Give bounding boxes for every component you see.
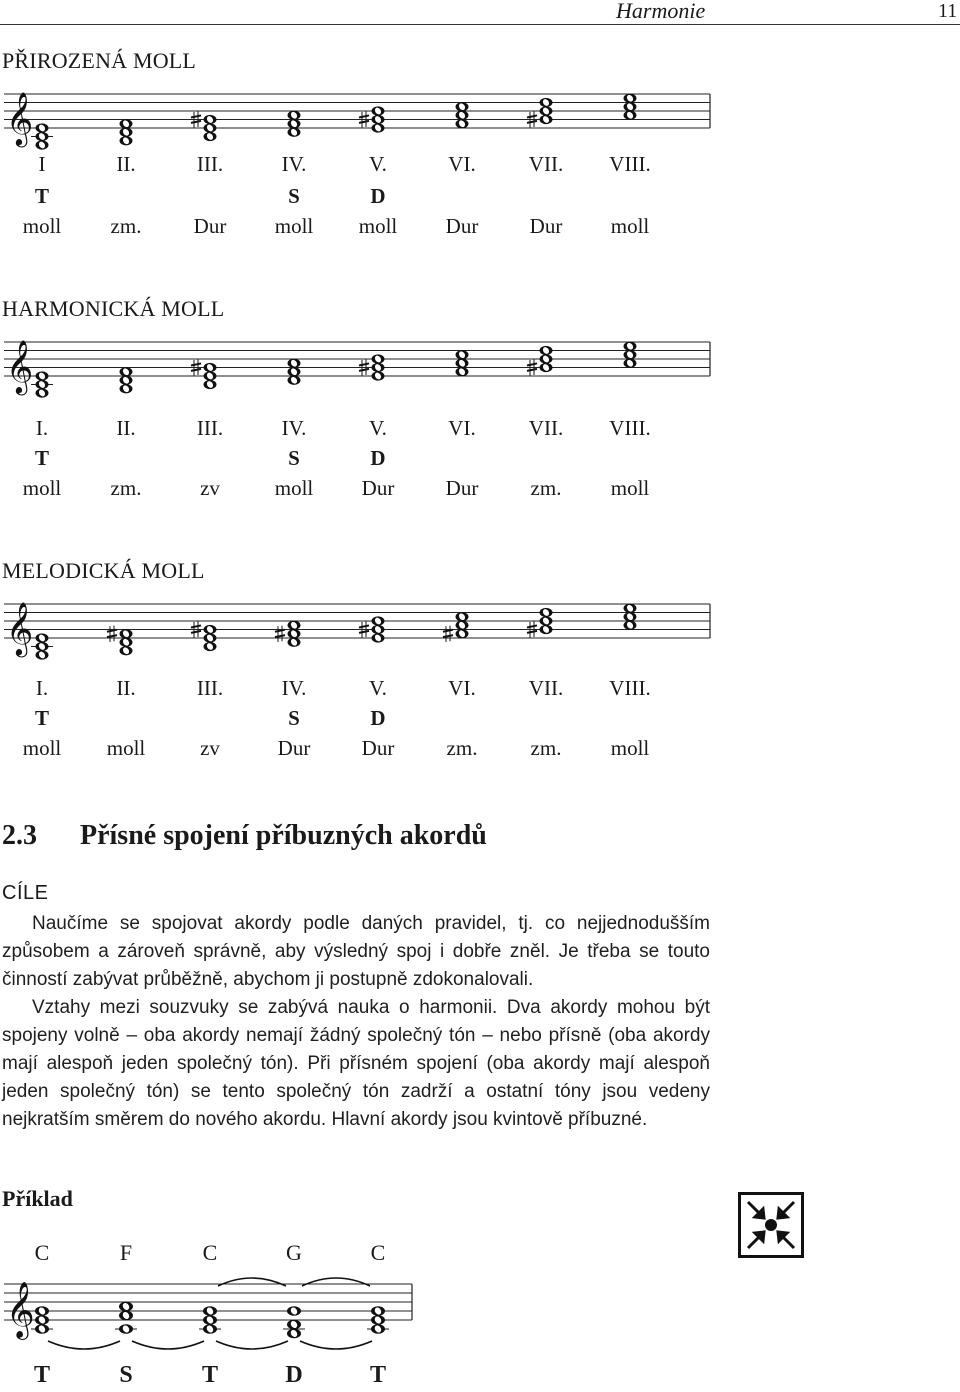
example-function: T <box>369 1362 387 1388</box>
whole-note <box>624 94 637 103</box>
qualitie-label: Dur <box>445 214 479 238</box>
qualitie-label: zm. <box>530 736 562 760</box>
degree-label: VIII. <box>609 152 651 176</box>
function-label: D <box>370 184 386 208</box>
whole-note <box>204 115 217 124</box>
whole-note <box>372 354 385 363</box>
whole-note <box>624 621 637 630</box>
whole-note <box>624 102 637 111</box>
qualitie-label: moll <box>22 736 62 760</box>
example-chord-name: C <box>34 1240 50 1265</box>
degree-label: IV. <box>281 676 307 700</box>
whole-note <box>204 363 217 372</box>
whole-note <box>203 1306 217 1316</box>
qualitie-label: zm. <box>446 736 478 760</box>
sharp-sign <box>107 626 117 642</box>
whole-note <box>288 111 301 120</box>
whole-note <box>120 367 133 376</box>
example-chord-name: C <box>370 1240 386 1265</box>
whole-note <box>288 359 301 368</box>
whole-note <box>36 132 49 141</box>
qualitie-label: moll <box>22 476 62 500</box>
degree-label: IV. <box>281 152 307 176</box>
example-function: T <box>201 1362 219 1388</box>
treble-clef-icon: 𝄞 <box>6 601 34 655</box>
qualitie-label: Dur <box>529 214 563 238</box>
whole-note <box>288 119 301 128</box>
whole-note <box>204 642 217 651</box>
degree-label: VI. <box>448 416 476 440</box>
whole-note <box>120 646 133 655</box>
degree-label: I. <box>35 676 49 700</box>
whole-note <box>204 633 217 642</box>
whole-note <box>36 642 49 651</box>
qualitie-label: moll <box>610 736 650 760</box>
whole-note <box>372 106 385 115</box>
degree-row-harmonic-minor <box>0 416 712 442</box>
function-label: T <box>34 446 50 470</box>
whole-note <box>288 376 301 385</box>
whole-note <box>540 363 553 372</box>
example-staff <box>0 1262 420 1362</box>
qualitie-label: zm. <box>110 476 142 500</box>
whole-note <box>288 629 301 638</box>
whole-note <box>288 128 301 137</box>
whole-note <box>36 650 49 659</box>
sharp-sign <box>275 626 285 642</box>
section-number: 2.3 <box>2 820 37 851</box>
degree-label: III. <box>196 152 224 176</box>
whole-note <box>36 380 49 389</box>
example-label: Příklad <box>2 1186 73 1211</box>
qualitie-label: moll <box>610 214 650 238</box>
whole-note <box>456 350 469 359</box>
qualitie-label: zv <box>200 476 220 500</box>
tie-arc <box>218 1278 286 1286</box>
degree-row-natural-minor <box>0 152 712 178</box>
whole-note <box>36 633 49 642</box>
whole-note <box>36 140 49 149</box>
function-row-melodic-minor <box>0 706 712 732</box>
scale-title-melodic-minor: MELODICKÁ MOLL <box>2 558 205 583</box>
example-functions <box>0 1362 420 1392</box>
whole-note <box>35 1306 49 1316</box>
whole-note <box>372 616 385 625</box>
whole-note <box>456 367 469 376</box>
quality-row-harmonic-minor <box>0 476 712 502</box>
whole-note <box>456 621 469 630</box>
degree-label: VII. <box>528 152 564 176</box>
whole-note <box>204 123 217 132</box>
degree-label: I <box>38 152 46 176</box>
whole-note <box>624 342 637 351</box>
qualitie-label: moll <box>22 214 62 238</box>
qualitie-label: zm. <box>110 214 142 238</box>
degree-label: VII. <box>528 416 564 440</box>
degree-label: V. <box>369 416 387 440</box>
sharp-sign <box>443 626 453 642</box>
qualitie-label: zm. <box>530 476 562 500</box>
whole-note <box>540 354 553 363</box>
example-function: T <box>33 1362 51 1388</box>
function-label: T <box>34 184 50 208</box>
example-chord-name: F <box>119 1240 133 1265</box>
whole-note <box>456 629 469 638</box>
whole-note <box>371 1324 385 1334</box>
degree-label: V. <box>369 152 387 176</box>
quality-row-melodic-minor <box>0 736 712 762</box>
whole-note <box>204 380 217 389</box>
goals-text <box>2 910 710 1134</box>
whole-note <box>372 123 385 132</box>
whole-note <box>456 102 469 111</box>
whole-note <box>372 371 385 380</box>
qualitie-label: moll <box>358 214 398 238</box>
section-title: Přísné spojení příbuzných akordů <box>80 820 487 851</box>
whole-note <box>287 1320 301 1330</box>
degree-label: VIII. <box>609 676 651 700</box>
goals-label: CÍLE <box>2 882 49 904</box>
whole-note <box>204 625 217 634</box>
whole-note <box>371 1315 385 1325</box>
tie-arc <box>300 1341 372 1349</box>
whole-note <box>456 612 469 621</box>
whole-note <box>120 638 133 647</box>
qualitie-label: Dur <box>193 214 227 238</box>
whole-note <box>540 106 553 115</box>
whole-note <box>288 638 301 647</box>
whole-note <box>372 625 385 634</box>
treble-clef-icon: 𝄞 <box>6 1282 35 1338</box>
whole-note <box>540 608 553 617</box>
example-chord-name: C <box>202 1240 218 1265</box>
example-function: D <box>285 1362 303 1388</box>
whole-note <box>372 115 385 124</box>
whole-note <box>372 363 385 372</box>
whole-note <box>624 111 637 120</box>
target-arrows-icon <box>738 1192 804 1258</box>
degree-label: VI. <box>448 152 476 176</box>
qualitie-label: Dur <box>361 476 395 500</box>
degree-row-melodic-minor <box>0 676 712 702</box>
whole-note <box>203 1324 217 1334</box>
running-header <box>0 0 960 25</box>
whole-note <box>540 98 553 107</box>
function-row-natural-minor <box>0 184 712 210</box>
whole-note <box>120 629 133 638</box>
qualitie-label: moll <box>274 214 314 238</box>
whole-note <box>540 616 553 625</box>
page-number: 11 <box>938 0 958 22</box>
whole-note <box>456 111 469 120</box>
whole-note <box>120 376 133 385</box>
whole-note <box>624 359 637 368</box>
whole-note <box>624 612 637 621</box>
degree-label: IV. <box>281 416 307 440</box>
whole-note <box>456 119 469 128</box>
staff-harmonic-minor <box>0 318 712 398</box>
whole-note <box>288 367 301 376</box>
treble-clef-icon: 𝄞 <box>6 339 34 393</box>
whole-note <box>119 1324 133 1334</box>
degree-label: III. <box>196 676 224 700</box>
degree-label: VI. <box>448 676 476 700</box>
whole-note <box>120 128 133 137</box>
whole-note <box>203 1315 217 1325</box>
running-header-title: Harmonie <box>616 0 706 23</box>
example-function: S <box>119 1362 133 1388</box>
staff-melodic-minor <box>0 580 712 660</box>
tie-arc <box>48 1341 120 1349</box>
whole-note <box>119 1302 133 1312</box>
degree-label: I. <box>35 416 49 440</box>
whole-note <box>287 1306 301 1316</box>
whole-note <box>119 1311 133 1321</box>
whole-note <box>35 1324 49 1334</box>
qualitie-label: Dur <box>361 736 395 760</box>
degree-label: II. <box>116 676 136 700</box>
degree-label: III. <box>196 416 224 440</box>
treble-clef-icon: 𝄞 <box>6 91 34 145</box>
function-label: S <box>288 706 300 730</box>
example-chord-name: G <box>286 1240 302 1265</box>
function-label: T <box>34 706 50 730</box>
whole-note <box>120 384 133 393</box>
degree-label: VII. <box>528 676 564 700</box>
whole-note <box>371 1306 385 1316</box>
qualitie-label: moll <box>610 476 650 500</box>
qualitie-label: moll <box>106 736 146 760</box>
qualitie-label: Dur <box>277 736 311 760</box>
function-label: D <box>370 706 386 730</box>
whole-note <box>120 136 133 145</box>
section-heading <box>2 820 487 852</box>
whole-note <box>372 633 385 642</box>
whole-note <box>36 388 49 397</box>
qualitie-label: zv <box>200 736 220 760</box>
function-label: S <box>288 446 300 470</box>
whole-note <box>540 346 553 355</box>
tie-arc <box>216 1341 288 1349</box>
degree-label: II. <box>116 416 136 440</box>
degree-label: V. <box>369 676 387 700</box>
whole-note <box>35 1315 49 1325</box>
whole-note <box>36 123 49 132</box>
quality-row-natural-minor <box>0 214 712 240</box>
paragraph-2: Vztahy mezi souzvuky se zabývá nauka o harmonii. Dva akordy mohou být spojeny volně – oba akordy nemají žádný společný tón – nebo přísně (oba akordy mají alespoň jeden společný tón). Při přísném spojení (oba akordy mají alespoň jeden společný tón) se tento společný tón zadrží a ostatní tóny jsou vedeny nejkratším směrem do nového akordu. Hlavní akordy jsou kvintově příbuzné. <box>2 997 710 1130</box>
whole-note <box>288 621 301 630</box>
qualitie-label: Dur <box>445 476 479 500</box>
whole-note <box>624 604 637 613</box>
degree-label: VIII. <box>609 416 651 440</box>
paragraph-1: Naučíme se spojovat akordy podle daných pravidel, tj. co nejjednodušším způsobem a zároveň správně, aby výsledný spoj i dobře zněl. Je třeba se touto činností zabývat průběžně, abychom ji postupně zdokonalovali. <box>2 913 710 990</box>
whole-note <box>624 350 637 359</box>
whole-note <box>36 371 49 380</box>
whole-note <box>287 1329 301 1339</box>
function-label: D <box>370 446 386 470</box>
degree-label: II. <box>116 152 136 176</box>
whole-note <box>120 119 133 128</box>
scale-title-harmonic-minor: HARMONICKÁ MOLL <box>2 296 225 321</box>
whole-note <box>204 132 217 141</box>
function-label: S <box>288 184 300 208</box>
whole-note <box>540 625 553 634</box>
tie-arc <box>302 1278 370 1286</box>
whole-note <box>456 359 469 368</box>
qualitie-label: moll <box>274 476 314 500</box>
tie-arc <box>132 1341 204 1349</box>
scale-title-natural-minor: PŘIROZENÁ MOLL <box>2 48 197 73</box>
whole-note <box>540 115 553 124</box>
function-row-harmonic-minor <box>0 446 712 472</box>
staff-natural-minor <box>0 70 712 150</box>
whole-note <box>204 371 217 380</box>
